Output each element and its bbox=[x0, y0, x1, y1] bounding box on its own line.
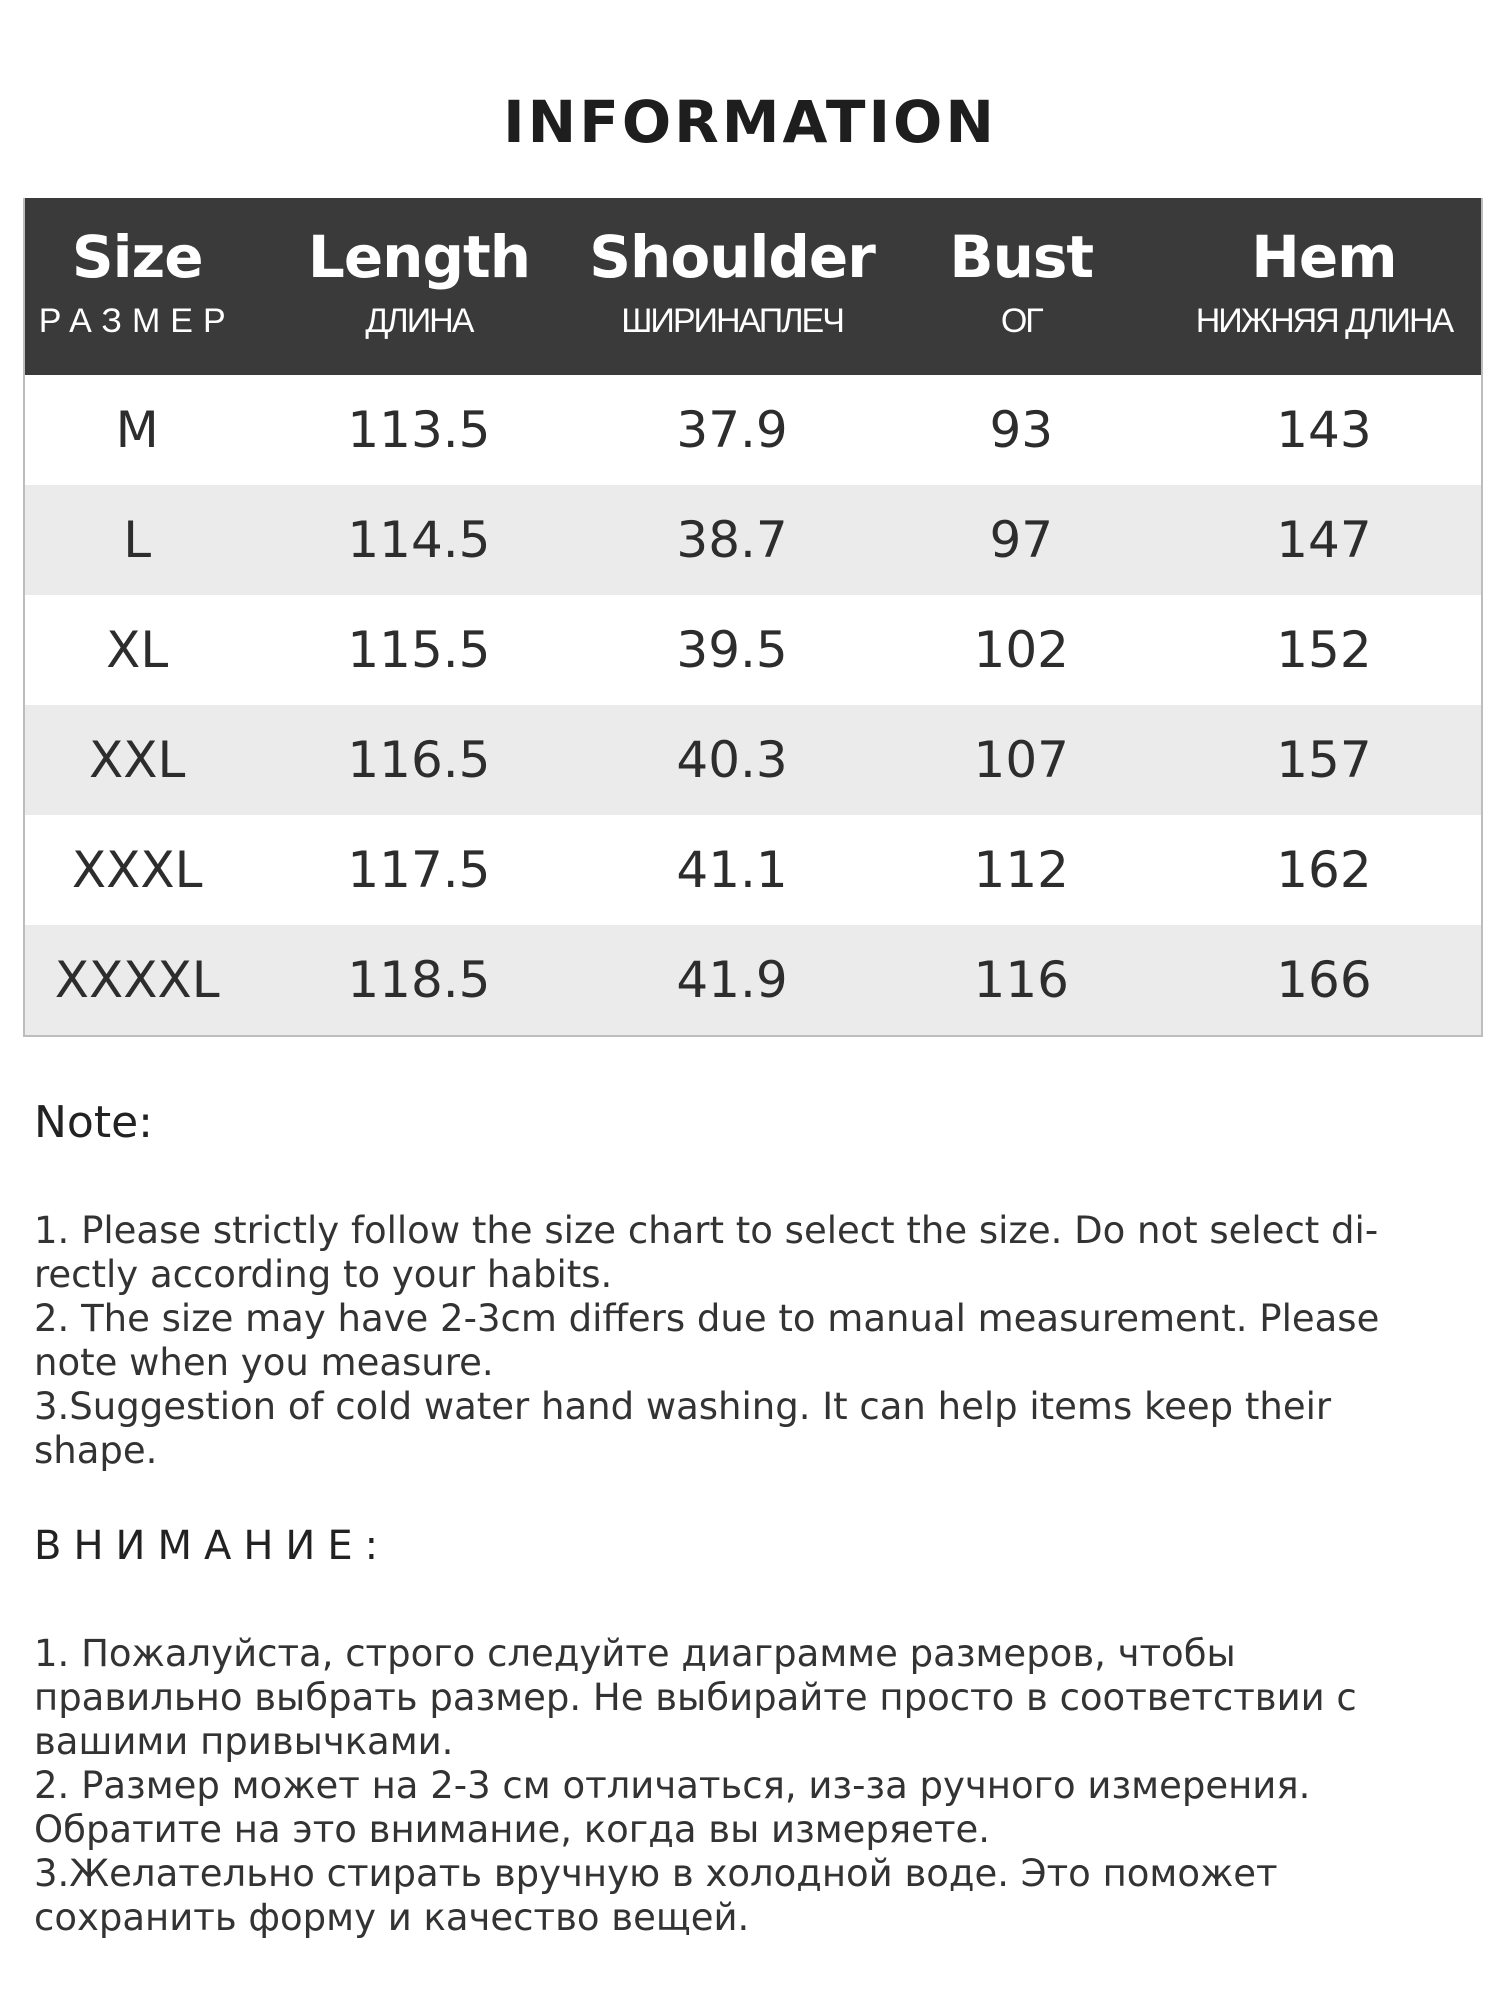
cell-bust: 102 bbox=[973, 621, 1069, 679]
cell-shoulder: 39.5 bbox=[676, 621, 788, 679]
cell-hem: 166 bbox=[1276, 951, 1372, 1009]
cell-size: XL bbox=[106, 621, 169, 679]
table-header bbox=[25, 198, 1481, 375]
note-ru-item: 3.Желательно стирать вручную в холодной воде. Это поможет сохранить форму и качество вещей. bbox=[34, 1852, 1278, 1939]
cell-bust: 116 bbox=[973, 951, 1069, 1009]
header-hem bbox=[1167, 198, 1481, 375]
cell-size: XXXXL bbox=[54, 951, 220, 1009]
cell-length: 118.5 bbox=[347, 951, 491, 1009]
note-en-section bbox=[34, 1095, 1454, 1473]
cell-bust: 112 bbox=[973, 841, 1069, 899]
cell-shoulder: 41.1 bbox=[676, 841, 788, 899]
size-table bbox=[23, 198, 1483, 1037]
header-size-en: Size bbox=[71, 223, 203, 291]
header-length-ru: ДЛИНА bbox=[365, 302, 473, 340]
table-row bbox=[25, 815, 1481, 925]
cell-hem: 162 bbox=[1276, 841, 1372, 899]
cell-length: 113.5 bbox=[347, 401, 491, 459]
header-shoulder-en: Shoulder bbox=[589, 223, 875, 291]
header-bust bbox=[876, 198, 1167, 375]
header-shoulder bbox=[588, 198, 875, 375]
note-ru-section bbox=[34, 1518, 1454, 1940]
note-en-item: 1. Please strictly follow the size chart to select the size. Do not select di-rectly according to your habits. bbox=[34, 1209, 1379, 1296]
note-en-heading: Note: bbox=[34, 1097, 153, 1148]
cell-bust: 97 bbox=[989, 511, 1054, 569]
header-bust-ru: ОГ bbox=[1000, 302, 1042, 340]
header-length-en: Length bbox=[307, 223, 530, 291]
header-hem-ru: НИЖНЯЯ ДЛИНА bbox=[1195, 302, 1453, 340]
cell-size: XXL bbox=[89, 731, 186, 789]
table-row bbox=[25, 485, 1481, 595]
header-hem-en: Hem bbox=[1251, 223, 1397, 291]
page-title: INFORMATION bbox=[503, 88, 997, 156]
cell-hem: 147 bbox=[1276, 511, 1372, 569]
table-row bbox=[25, 705, 1481, 815]
cell-hem: 143 bbox=[1276, 401, 1372, 459]
note-en-body bbox=[34, 1209, 1454, 1473]
note-ru-heading: ВНИМАНИЕ: bbox=[34, 1523, 391, 1569]
header-size bbox=[25, 198, 249, 375]
cell-shoulder: 37.9 bbox=[676, 401, 788, 459]
note-ru-body bbox=[34, 1632, 1454, 1940]
cell-shoulder: 40.3 bbox=[676, 731, 788, 789]
cell-length: 117.5 bbox=[347, 841, 491, 899]
header-length bbox=[249, 198, 588, 375]
cell-length: 116.5 bbox=[347, 731, 491, 789]
header-shoulder-ru: ШИРИНАПЛЕЧ bbox=[621, 302, 843, 340]
cell-size: XXXL bbox=[71, 841, 203, 899]
note-ru-item: 1. Пожалуйста, строго следуйте диаграмме размеров, чтобы правильно выбрать размер. Не выбирайте просто в соответствии с вашими привычками. bbox=[34, 1632, 1357, 1763]
cell-hem: 152 bbox=[1276, 621, 1372, 679]
note-en-item: 3.Suggestion of cold water hand washing. It can help items keep their shape. bbox=[34, 1385, 1332, 1472]
cell-size: M bbox=[115, 401, 159, 459]
table-row bbox=[25, 925, 1481, 1035]
note-ru-item: 2. Размер может на 2-3 см отличаться, из-за ручного измерения. Обратите на это внимание, когда вы измеряете. bbox=[34, 1764, 1311, 1851]
cell-shoulder: 38.7 bbox=[676, 511, 788, 569]
cell-bust: 107 bbox=[973, 731, 1069, 789]
note-en-item: 2. The size may have 2-3cm differs due to manual measurement. Please note when you measure. bbox=[34, 1297, 1380, 1384]
table-row bbox=[25, 375, 1481, 485]
cell-size: L bbox=[123, 511, 152, 569]
table-row bbox=[25, 595, 1481, 705]
cell-hem: 157 bbox=[1276, 731, 1372, 789]
header-bust-en: Bust bbox=[949, 223, 1094, 291]
cell-bust: 93 bbox=[989, 401, 1054, 459]
cell-length: 115.5 bbox=[347, 621, 491, 679]
cell-length: 114.5 bbox=[347, 511, 491, 569]
cell-shoulder: 41.9 bbox=[676, 951, 788, 1009]
header-size-ru: РАЗМЕР bbox=[38, 302, 236, 340]
